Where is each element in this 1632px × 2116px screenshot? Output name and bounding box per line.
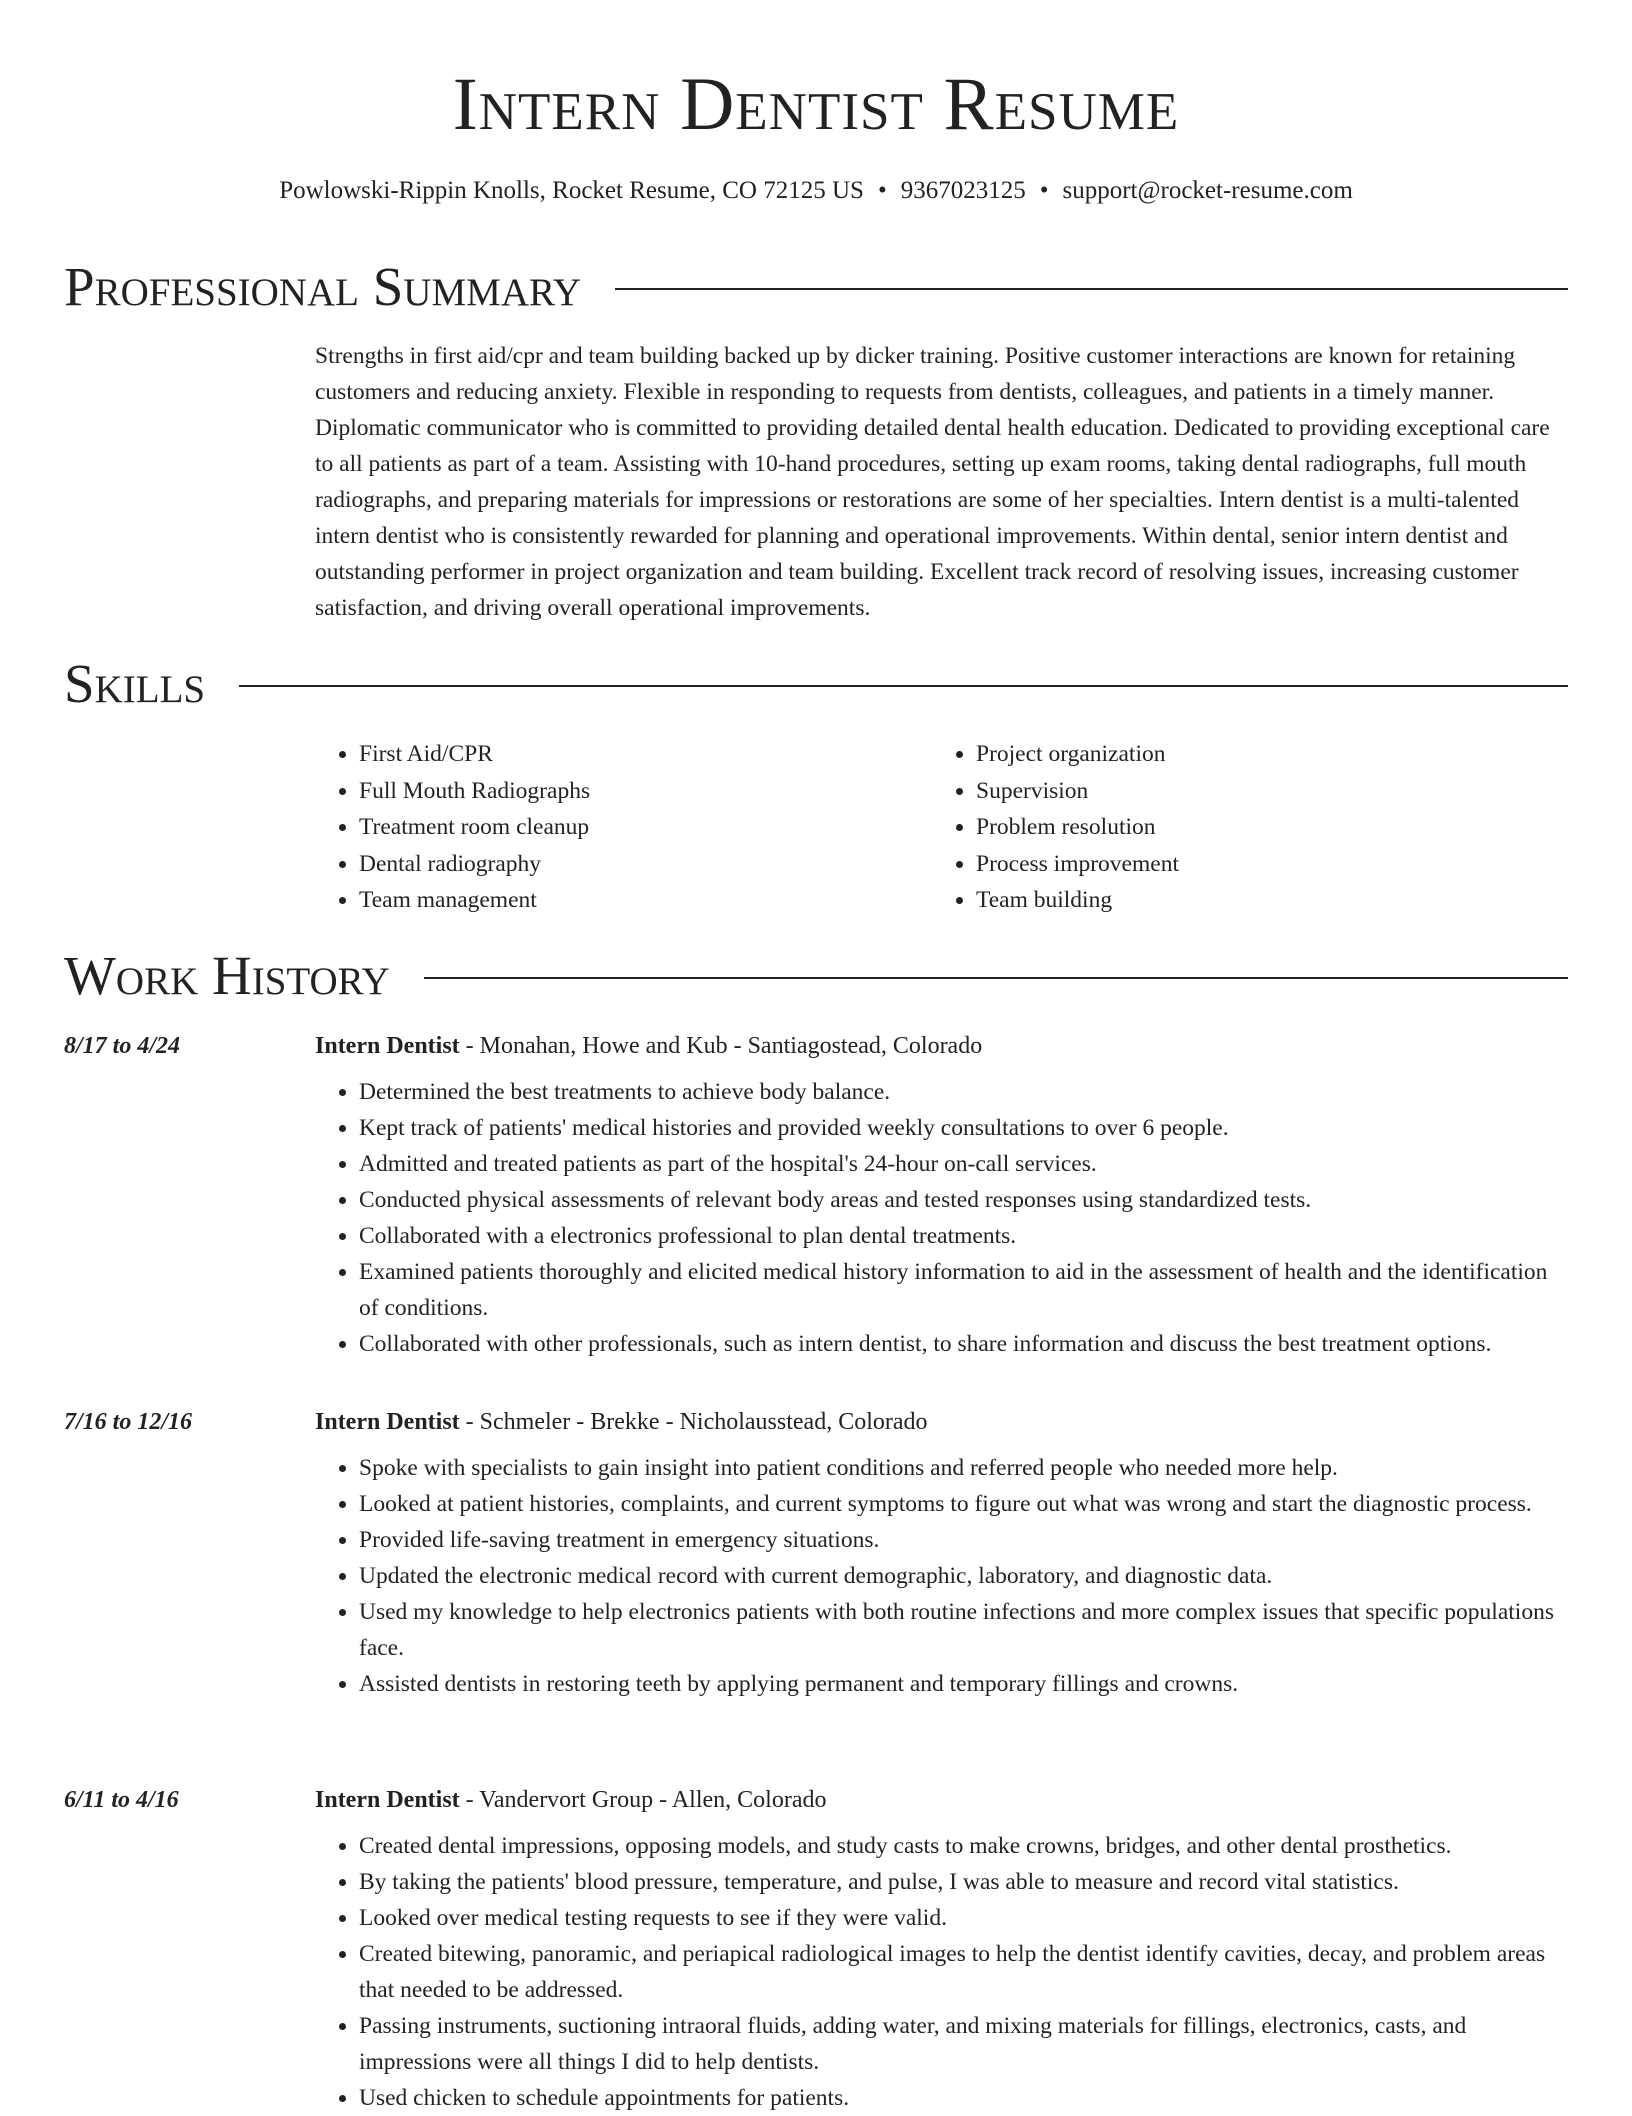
skill-item: • Team building <box>976 882 1179 919</box>
section-divider <box>239 685 1568 687</box>
job-role: Intern Dentist <box>315 1033 460 1059</box>
duty-item: • Examined patients thoroughly and elicited medical history information to aid in the assessment of health and the identification of conditions. <box>359 1254 1568 1326</box>
job-dates: 7/16 to 12/16 <box>64 1409 193 1435</box>
skills-list-left <box>315 736 590 919</box>
section-header-skills <box>64 652 1568 716</box>
duty-item: • Looked over medical testing requests to see if they were valid. <box>359 1900 1568 1936</box>
job-heading <box>315 1404 928 1440</box>
job-company: - Monahan, Howe and Kub - Santiagostead, Colorado <box>459 1033 983 1059</box>
job-duties <box>315 1450 1568 1702</box>
section-header-summary <box>64 255 1568 319</box>
skills-list-right <box>932 736 1179 919</box>
job-duties <box>315 1828 1568 2116</box>
duty-item: • Collaborated with other professionals, such as intern dentist, to share information and discuss the best treatment options. <box>359 1326 1568 1362</box>
duty-item: • Created dental impressions, opposing models, and study casts to make crowns, bridges, and other dental prosthetics. <box>359 1828 1568 1864</box>
job-company: - Schmeler - Brekke - Nicholausstead, Colorado <box>459 1409 928 1435</box>
duty-item: • Conducted physical assessments of relevant body areas and tested responses using standardized tests. <box>359 1182 1568 1218</box>
skill-item: • Supervision <box>976 773 1179 810</box>
summary-text: Strengths in first aid/cpr and team building backed up by dicker training. Positive customer interactions are known for retaining customers and reducing anxiety. Flexible in responding to requests from dentists, colleagues, and patients in a timely manner. Diplomatic communicator who is committed to providing detailed dental health education. Dedicated to providing exceptional care to all patients as part of a team. Assisting with 10-hand procedures, setting up exam rooms, taking dental radiographs, full mouth radiographs, and preparing materials for impressions or restorations are some of her specialties. Intern dentist is a multi-talented intern dentist who is consistently rewarded for planning and operational improvements. Within dental, senior intern dentist and outstanding performer in project organization and team building. Excellent track record of resolving issues, increasing customer satisfaction, and driving overall operational improvements. <box>315 343 1550 621</box>
duty-item: • Updated the electronic medical record with current demographic, laboratory, and diagnostic data. <box>359 1558 1568 1594</box>
phone: 9367023125 <box>900 177 1026 204</box>
section-divider <box>424 977 1568 979</box>
job-role: Intern Dentist <box>315 1787 460 1813</box>
duty-item: • Spoke with specialists to gain insight into patient conditions and referred people who needed more help. <box>359 1450 1568 1486</box>
job-duties <box>315 1074 1568 1362</box>
skill-item: • Project organization <box>976 736 1179 773</box>
duty-item: • Used my knowledge to help electronics patients with both routine infections and more complex issues that specific populations face. <box>359 1594 1568 1666</box>
contact-separator: • <box>877 177 887 204</box>
skill-item: • Team management <box>359 882 590 919</box>
duty-item: • Assisted dentists in restoring teeth by applying permanent and temporary fillings and crowns. <box>359 1666 1568 1702</box>
contact-separator: • <box>1039 177 1049 204</box>
email: support@rocket-resume.com <box>1062 177 1353 204</box>
duty-item: • Admitted and treated patients as part of the hospital's 24-hour on-call services. <box>359 1146 1568 1182</box>
job-dates: 8/17 to 4/24 <box>64 1033 181 1059</box>
duty-item: • Kept track of patients' medical histories and provided weekly consultations to over 6 people. <box>359 1110 1568 1146</box>
skill-item: • Process improvement <box>976 846 1179 883</box>
job-heading <box>315 1028 982 1064</box>
duty-item: • Provided life-saving treatment in emergency situations. <box>359 1522 1568 1558</box>
job-heading <box>315 1782 826 1818</box>
section-header-work <box>64 944 1568 1008</box>
duty-item: • By taking the patients' blood pressure, temperature, and pulse, I was able to measure and record vital statistics. <box>359 1864 1568 1900</box>
skill-item: • First Aid/CPR <box>359 736 590 773</box>
skill-item: • Problem resolution <box>976 809 1179 846</box>
section-title-work: Work History <box>64 945 390 1006</box>
skill-item: • Dental radiography <box>359 846 590 883</box>
resume-title: Intern Dentist Resume <box>452 63 1180 146</box>
address: Powlowski-Rippin Knolls, Rocket Resume, CO 72125 US <box>279 177 864 204</box>
duty-item: • Collaborated with a electronics professional to plan dental treatments. <box>359 1218 1568 1254</box>
job-company: - Vandervort Group - Allen, Colorado <box>459 1787 827 1813</box>
duty-item: • Created bitewing, panoramic, and periapical radiological images to help the dentist identify cavities, decay, and problem areas that needed to be addressed. <box>359 1936 1568 2008</box>
skill-item: • Full Mouth Radiographs <box>359 773 590 810</box>
skill-item: • Treatment room cleanup <box>359 809 590 846</box>
section-title-summary: Professional Summary <box>64 256 582 317</box>
section-divider <box>615 288 1568 290</box>
duty-item: • Passing instruments, suctioning intraoral fluids, adding water, and mixing materials for fillings, electronics, casts, and impressions were all things I did to help dentists. <box>359 2008 1568 2080</box>
duty-item: • Determined the best treatments to achieve body balance. <box>359 1074 1568 1110</box>
job-dates: 6/11 to 4/16 <box>64 1787 179 1813</box>
duty-item: • Looked at patient histories, complaints, and current symptoms to figure out what was wrong and start the diagnostic process. <box>359 1486 1568 1522</box>
section-title-skills: Skills <box>64 653 206 714</box>
duty-item: • Used chicken to schedule appointments for patients. <box>359 2080 1568 2116</box>
job-role: Intern Dentist <box>315 1409 460 1435</box>
contact-line <box>0 174 1632 208</box>
